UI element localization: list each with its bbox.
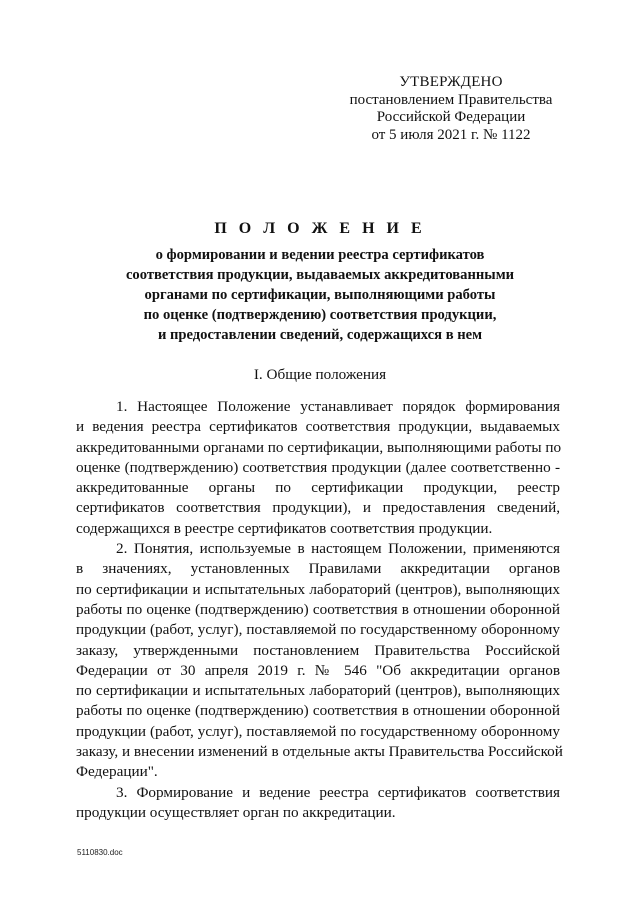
subtitle-line: и предоставлении сведений, содержащихся в нем — [157, 327, 483, 343]
paragraph-line: аккредитованные органы по сертификации продукции, реестр — [76, 479, 560, 497]
approval-date-number: от 5 июля 2021 г. № 1122 — [371, 126, 531, 143]
document-title: П О Л О Ж Е Н И Е — [214, 220, 426, 237]
subtitle-line: соответствия продукции, выдаваемых аккредитованными — [125, 267, 515, 283]
paragraph-line: работы по оценке (подтверждению) соответствия в отношении оборонной — [76, 600, 560, 618]
document-subtitle — [60, 245, 580, 345]
approval-country-line: Российской Федерации — [376, 109, 526, 125]
paragraph-line: аккредитованными органами по сертификации, выполняющими работы по — [76, 438, 562, 456]
paragraph-line: содержащихся в реестре сертификатов соответствия продукции. — [76, 519, 493, 537]
subtitle-line: о формировании и ведении реестра сертификатов — [155, 247, 485, 263]
paragraph-line: сертификатов соответствия продукции), и предоставления сведений, — [76, 499, 560, 517]
document-body — [76, 397, 563, 823]
paragraph-line: продукции (работ, услуг), поставляемой по государственному оборонному — [76, 621, 560, 639]
paragraph-line: заказу, утвержденными постановлением Правительства Российской — [76, 641, 560, 659]
section-heading: I. Общие положения — [253, 366, 387, 383]
paragraph-line: 3. Формирование и ведение реестра сертификатов соответствия — [116, 783, 560, 801]
paragraph-line: работы по оценке (подтверждению) соответствия в отношении оборонной — [76, 702, 560, 720]
paragraph-3 — [76, 783, 560, 824]
paragraph-line: 2. Понятия, используемые в настоящем Положении, применяются — [116, 540, 560, 558]
paragraph-line: продукции осуществляет орган по аккредитации. — [76, 803, 396, 821]
paragraph-line: Федерации от 30 апреля 2019 г. № 546 "Об аккредитации органов — [76, 661, 560, 679]
subtitle-line: органами по сертификации, выполняющими работы — [144, 287, 496, 303]
paragraph-line: по сертификации и испытательных лабораторий (центров), выполняющих — [76, 580, 560, 598]
paragraph-2 — [76, 539, 563, 783]
paragraph-1 — [76, 397, 560, 539]
paragraph-line: по сертификации и испытательных лабораторий (центров), выполняющих — [76, 682, 560, 700]
paragraph-line: 1. Настоящее Положение устанавливает порядок формирования — [116, 398, 560, 415]
subtitle-line: по оценке (подтверждению) соответствия продукции, — [143, 307, 497, 323]
approval-block — [340, 74, 562, 144]
paragraph-line: продукции (работ, услуг), поставляемой по государственному оборонному — [76, 722, 560, 740]
paragraph-line: оценке (подтверждению) соответствия продукции (далее соответственно - — [76, 458, 560, 476]
approval-title: УТВЕРЖДЕНО — [399, 74, 503, 90]
paragraph-line: заказу, и внесении изменений в отдельные акты Правительства Российской — [76, 743, 563, 761]
paragraph-line: Федерации". — [76, 763, 158, 781]
footer-filename: 5110830.doc — [77, 848, 123, 857]
approval-decree-line: постановлением Правительства — [349, 91, 553, 108]
paragraph-line: в значениях, установленных Правилами аккредитации органов — [76, 560, 560, 578]
paragraph-line: и ведения реестра сертификатов соответствия продукции, выдаваемых — [76, 418, 560, 436]
document-heading — [60, 219, 580, 345]
